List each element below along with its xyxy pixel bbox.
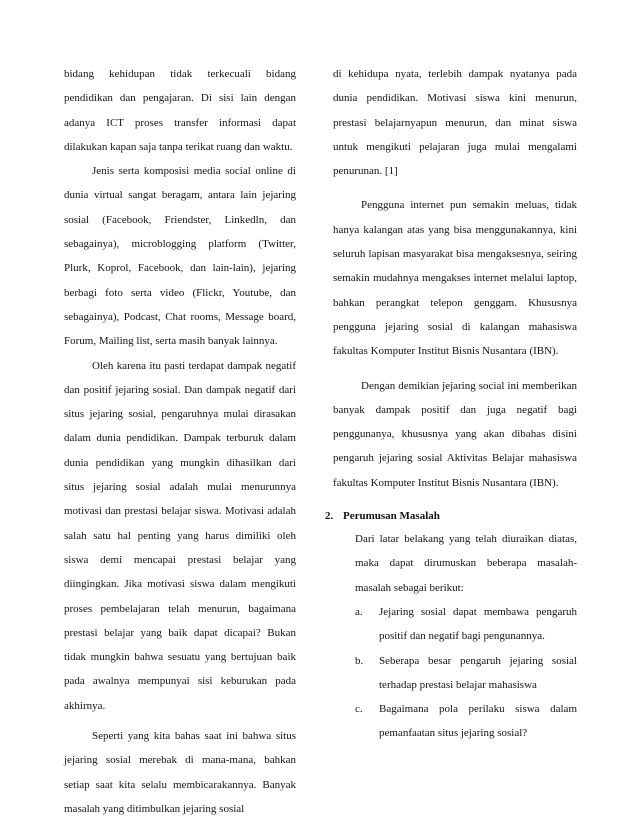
left-column <box>64 62 296 821</box>
list-item <box>355 649 577 698</box>
section-intro: Dari latar belakang yang telah diuraikan diatas, maka dapat dirumuskan beberapa masalah-masalah sebagai berikut: <box>355 533 577 594</box>
paragraph-real-life-impact: di kehidupa nyata, terlebih dampak nyatanya pada dunia pendidikan. Motivasi siswa kini menurun, prestasi belajarnyapun menurun, dan minat siswa untuk mengikuti pelajaran juga mulai mengalami penurunan. [1] <box>333 68 577 178</box>
paragraph-internet-users: Pengguna internet pun semakin meluas, tidak hanya kalangan atas yang bisa menggunakannya, kini seluruh lapisan masyarakat bisa mengaksesnya, seiring semakin mudahnya mengakses internet melalui laptop, bahkan perangkat telepon genggam. Khususnya pengguna jejaring sosial di kalangan mahasiswa fakultas Komputer Institut Bisnis Nusantara (IBN). <box>333 199 577 358</box>
paragraph-continuation: bidang kehidupan tidak terkecuali bidang pendidikan dan pengajaran. Di sisi lain dengan adanya ICT proses transfer informasi dapat dilakukan kapan saja tanpa terikat ruang dan waktu. <box>64 68 296 153</box>
paragraph-social-media-types: Jenis serta komposisi media social online di dunia virtual sangat beragam, antara lain jejaring sosial (Facebook, Friendster, Linkedln, dan sebagainya), microblogging platform (Twitter, Plurk, Koprol, Facebook, dan lain-lain), jejaring berbagi foto serta video (Flickr, Youtube, dan sebagainya), Podcast, Chat rooms, Message board, Forum, Mailing list, serta masih banyak lainnya. <box>64 165 296 348</box>
list-item <box>355 600 577 649</box>
list-item <box>355 697 577 746</box>
list-marker: c. <box>355 703 363 716</box>
paragraph-conclusion: Dengan demikian jejaring social ini memberikan banyak dampak positif dan juga negatif bagi penggunanya, khususnya yang akan dibahas disini pengaruh jejaring sosial Aktivitas Belajar mahasiswa fakultas Komputer Institut Bisnis Nusantara (IBN). <box>333 379 577 489</box>
section-body <box>333 527 577 600</box>
paragraph-problems: Seperti yang kita bahas saat ini bahwa situs jejaring sosial merebak di mana-mana, bahkan setiap saat kita selalu membicarakannya. Banyak masalah yang ditimbulkan jejaring sosial <box>64 730 296 815</box>
problem-list <box>333 600 577 746</box>
list-item-text: Jejaring sosial dapat membawa pengaruh positif dan negatif bagi pengunannya. <box>379 605 577 643</box>
section-title: Perumusan Masalah <box>343 510 440 523</box>
right-column <box>325 62 577 746</box>
list-item-text: Bagaimana pola perilaku siswa dalam pemanfaatan situs jejaring sosial? <box>379 703 577 740</box>
list-marker: a. <box>355 605 363 618</box>
paragraph-negative-impact: Oleh karena itu pasti terdapat dampak negatif dan positif jejaring sosial. Dan dampak negatif dari situs jejaring sosial, pengaruhnya mulai dirasakan dalam dunia pendidikan. Dampak terburuk dalam dunia pendidikan yang mungkin dihasilkan dari situs jejaring sosial adalah mulai menurunnya motivasi dan prestasi belajar siswa. Motivasi adalah salah satu hal penting yang harus dimiliki oleh siswa demi mencapai prestasi belajar yang diingingkan. Jika motivasi siswa dalam mengikuti proses pembelajaran telah menurun, bagaimana prestasi belajar yang baik dapat dicapai? Bukan tidak mungkin bahwa sesuatu yang bertujuan baik pada awalnya mempunyai sisi keburukan pada akhirnya. <box>64 359 296 712</box>
list-item-text: Seberapa besar pengaruh jejaring sosial terhadap prestasi belajar mahasiswa <box>379 654 577 691</box>
section-number: 2. <box>325 510 334 523</box>
list-marker: b. <box>355 654 364 667</box>
section-heading <box>325 505 577 527</box>
